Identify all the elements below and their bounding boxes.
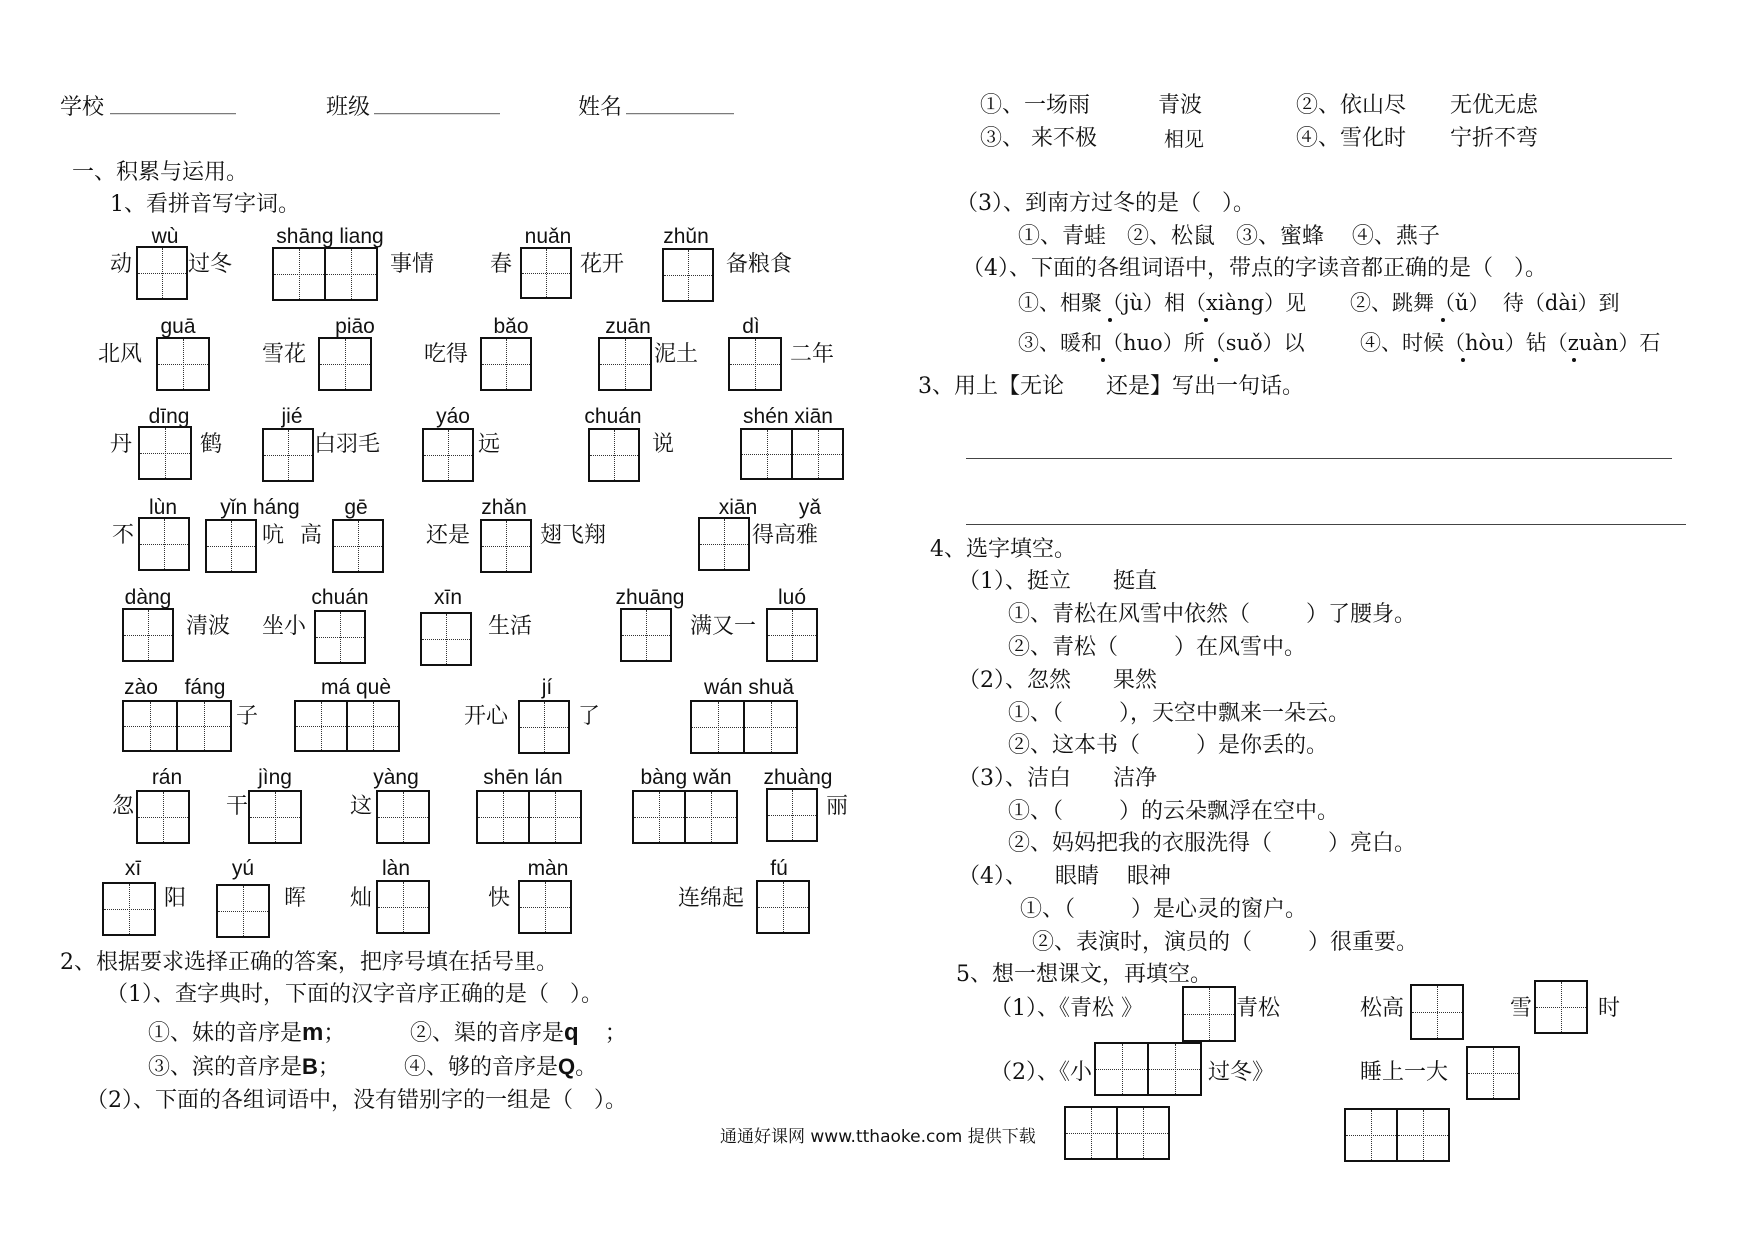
pinyin: zuān [605,315,651,338]
pinyin: zhuàng [763,766,833,789]
word-text: 快 [488,886,511,911]
q4-g2-title: （2）、忽然 果然 [958,668,1157,693]
writing-grid[interactable] [122,608,174,662]
q4-g4-title: （4）、 眼睛 眼神 [958,864,1171,889]
section-title: 一、积累与运用。 [72,160,249,185]
pinyin: làn [381,857,411,880]
pinyin: shēn lán [483,766,563,789]
q4-g4-b: ②、表演时，演员的（ ）很重要。 [1032,930,1418,955]
q4-g1-a: ①、青松在风雪中依然（ ）了腰身。 [1008,602,1416,627]
q4-g4-a: ①、（ ）是心灵的窗户。 [1020,897,1307,922]
word-text: 泥土 [654,342,699,367]
pinyin: bàng wǎn [640,766,732,789]
word-text: 还是 [426,523,471,548]
pinyin: zào [124,676,158,699]
writing-grid[interactable] [1410,984,1464,1040]
writing-grid[interactable] [620,608,672,662]
emphasis-dot [1461,358,1465,362]
pinyin: wù [151,225,179,248]
q4-g3-a: ①、（ ）的云朵飘浮在空中。 [1008,799,1339,824]
q2-sub2-title: （2）、下面的各组词语中，没有错别字的一组是（ ）。 [86,1088,627,1113]
writing-grid[interactable] [756,880,810,934]
word-text: 鹤 [200,432,223,457]
q2-sub2-opt3b: 相见 [1164,127,1204,151]
answer-line[interactable] [966,524,1686,525]
pinyin: guā [160,315,196,338]
pinyin: dīng [148,405,190,428]
q4-g1-title: （1）、挺立 挺直 [958,569,1157,594]
pinyin: zhuāng [615,586,685,609]
writing-grid[interactable] [740,428,844,480]
q2-sub2-opt3a: ③、 来不极 [980,126,1097,151]
q2-sub1-opt2: ②、渠的音序是q ； [410,1019,627,1046]
q2-sub2-opt4a: ④、雪化时 [1296,126,1407,151]
emphasis-dot [1108,318,1112,322]
pinyin: zhǎn [481,496,527,519]
q5-l2-a: （2）、《小 [990,1060,1092,1085]
word-text: 吃得 [424,342,469,367]
writing-grid[interactable] [138,517,190,571]
writing-grid[interactable] [294,700,400,752]
word-text: 这 [350,794,373,819]
q2-sub2-opt1b: 青波 [1158,93,1203,118]
q2-sub1-title: （1）、查字典时，下面的汉字音序正确的是（ ）。 [106,982,603,1007]
q2-sub4-opt2: ②、跳舞（ǔ） 待（dài）到 [1350,291,1620,315]
q4-title: 4、选字填空。 [930,537,1076,562]
pinyin: gē [344,496,368,519]
pinyin: jí [541,676,553,699]
class-blank[interactable]: ______________ [374,94,500,115]
word-text: 丹 [110,432,133,457]
pinyin: jìng [258,766,292,789]
writing-grid[interactable] [518,700,570,754]
writing-grid[interactable] [248,790,302,844]
pinyin: zhǔn [663,225,709,248]
writing-grid[interactable] [1182,986,1236,1042]
pinyin: chuán [311,586,369,609]
writing-grid[interactable] [102,882,156,936]
writing-grid[interactable] [662,248,714,302]
school-label: 学校 [60,95,105,120]
pinyin: má què [320,676,392,699]
pinyin: bǎo [493,315,529,338]
writing-grid[interactable] [518,880,572,934]
school-blank[interactable]: ______________ [110,94,236,115]
q5-l1-b: 青松 [1236,996,1281,1021]
emphasis-dot [1441,318,1445,322]
q5-l1-e: 时 [1598,996,1621,1021]
writing-grid[interactable] [766,608,818,662]
writing-grid[interactable] [520,247,572,299]
writing-grid[interactable] [588,428,640,482]
pinyin: yǐn háng [220,496,300,519]
word-text: 北风 [98,342,143,367]
word-text: 说 [652,432,675,457]
writing-grid[interactable] [136,246,188,300]
writing-grid[interactable] [216,884,270,938]
pinyin: rán [151,766,183,789]
word-text: 高 [300,523,323,548]
word-text: 不 [112,523,135,548]
pinyin: dì [742,315,760,338]
writing-grid[interactable] [376,880,430,934]
q2-sub2-opt2a: ②、依山尽 [1296,93,1407,118]
writing-grid[interactable] [156,337,210,391]
word-text: 翅飞翔 [540,523,607,548]
writing-grid[interactable] [314,610,366,664]
word-text: 子 [236,704,259,729]
q2-sub4-opt1: ①、相聚（jù）相（xiàng）见 [1018,291,1307,315]
word-text: 白羽毛 [314,432,381,457]
q2-sub1-opt4: ④、够的音序是Q。 [404,1054,598,1080]
writing-grid[interactable] [1534,980,1588,1034]
writing-grid[interactable] [1094,1042,1202,1096]
writing-grid[interactable] [480,337,532,391]
writing-grid[interactable] [205,519,257,573]
pinyin: chuán [584,405,642,428]
writing-grid[interactable] [728,337,782,391]
q2-sub2-opt2b: 无优无虑 [1450,93,1539,118]
pinyin: lùn [148,496,178,519]
q5-title: 5、想一想课文，再填空。 [956,962,1212,987]
q2-sub3-title: （3）、到南方过冬的是（ ）。 [956,191,1255,216]
q2-sub4-opt4: ④、时候（hòu）钻（zuàn）石 [1360,331,1661,355]
writing-grid[interactable] [422,428,474,482]
class-label: 班级 [326,95,371,120]
q2-sub1-opt1: ①、妹的音序是m； [148,1019,346,1046]
pinyin: yáo [436,405,470,428]
writing-grid[interactable] [318,337,372,391]
pinyin: xiān [718,496,758,519]
writing-grid[interactable] [332,519,384,573]
word-text: 远 [478,432,501,457]
writing-grid[interactable] [1344,1108,1450,1162]
word-text: 动 [110,252,133,277]
word-text: 丽 [826,794,849,819]
word-text: 忽 [112,794,135,819]
q5-l2-c: 睡上一大 [1360,1060,1449,1085]
word-text: 生活 [488,614,533,639]
writing-grid[interactable] [698,517,750,571]
pinyin: luó [777,586,807,609]
pinyin: wán shuǎ [704,676,794,699]
emphasis-dot [1101,358,1105,362]
q4-g2-b: ②、这本书（ ）是你丢的。 [1008,733,1328,758]
pinyin: fáng [184,676,226,699]
writing-grid[interactable] [1466,1046,1520,1100]
pinyin: yú [231,857,255,880]
pinyin: yàng [373,766,419,789]
writing-grid[interactable] [480,519,532,573]
q2-sub1-opt3: ③、滨的音序是B； [148,1054,340,1080]
pinyin: dàng [124,586,172,609]
writing-grid[interactable] [420,612,472,666]
q3-title: 3、用上【无论 还是】写出一句话。 [918,374,1304,399]
word-text: 阳 [164,886,187,911]
writing-grid[interactable] [262,428,314,482]
writing-grid[interactable] [766,788,818,842]
q5-l1-d: 雪 [1510,996,1533,1021]
pinyin: fú [770,857,788,880]
pinyin: xī [124,857,142,880]
writing-grid[interactable] [272,247,378,301]
pinyin: shāng liang [276,225,384,248]
word-text: 坐小 [262,614,307,639]
word-text: 吭 [262,523,285,548]
q2-sub3-options: ①、青蛙 ②、松鼠 ③、蜜蜂 ④、燕子 [1018,224,1440,249]
pinyin: nuǎn [524,225,572,248]
writing-grid[interactable] [690,700,798,754]
writing-grid[interactable] [138,426,192,480]
writing-grid[interactable] [1064,1106,1170,1160]
word-text: 清波 [186,614,231,639]
word-text: 备粮食 [726,252,793,277]
q2-sub4-opt3: ③、暖和（huo）所（suǒ）以 [1018,331,1305,355]
pinyin: xīn [433,586,462,609]
pinyin: piāo [335,315,375,338]
pinyin: jié [281,405,303,428]
writing-grid[interactable] [136,790,190,844]
q2-sub4-title: （4）、下面的各组词语中，带点的字读音都正确的是（ ）。 [962,256,1547,281]
q2-sub2-opt4b: 宁折不弯 [1450,126,1539,151]
writing-grid[interactable] [476,790,582,844]
q4-g3-b: ②、妈妈把我的衣服洗得（ ）亮白。 [1008,831,1416,856]
name-blank[interactable]: ____________ [626,94,734,115]
word-text: 满又一 [690,614,757,639]
word-text: 雪花 [262,342,307,367]
q5-l1-a: （1）、《青松 》 [990,996,1143,1021]
word-text: 灿 [350,886,373,911]
word-text: 连绵起 [678,886,745,911]
word-text: 干 [226,794,249,819]
emphasis-dot [1572,358,1576,362]
answer-line[interactable] [966,458,1672,459]
writing-grid[interactable] [598,337,652,391]
emphasis-dot [1204,318,1208,322]
writing-grid[interactable] [632,790,738,844]
word-text: 事情 [390,252,435,277]
name-label: 姓名 [578,95,623,120]
pinyin: màn [527,857,569,880]
q1-title: 1、看拼音写字词。 [110,192,300,217]
writing-grid[interactable] [122,700,232,752]
word-text: 过冬 [188,252,233,277]
q2-title: 2、根据要求选择正确的答案，把序号填在括号里。 [60,950,558,975]
emphasis-dot [1214,358,1218,362]
word-text: 得高雅 [752,523,819,548]
word-text: 春 [490,252,513,277]
pinyin: shén xiān [743,405,833,428]
writing-grid[interactable] [376,790,430,844]
word-text: 开心 [464,704,509,729]
q5-l1-c: 松高 [1360,996,1405,1021]
word-text: 花开 [580,252,625,277]
q5-l2-b: 过冬》 [1208,1060,1275,1085]
q4-g3-title: （3）、洁白 洁净 [958,766,1157,791]
word-text: 晖 [284,886,307,911]
pinyin: yǎ [798,496,822,519]
footer-source: 通通好课网 www.tthaoke.com 提供下载 [720,1127,1036,1147]
word-text: 了 [578,704,601,729]
q2-sub2-opt1a: ①、一场雨 [980,93,1091,118]
q4-g1-b: ②、青松（ ）在风雪中。 [1008,635,1306,660]
word-text: 二年 [790,342,835,367]
q4-g2-a: ①、（ ），天空中飘来一朵云。 [1008,701,1350,726]
